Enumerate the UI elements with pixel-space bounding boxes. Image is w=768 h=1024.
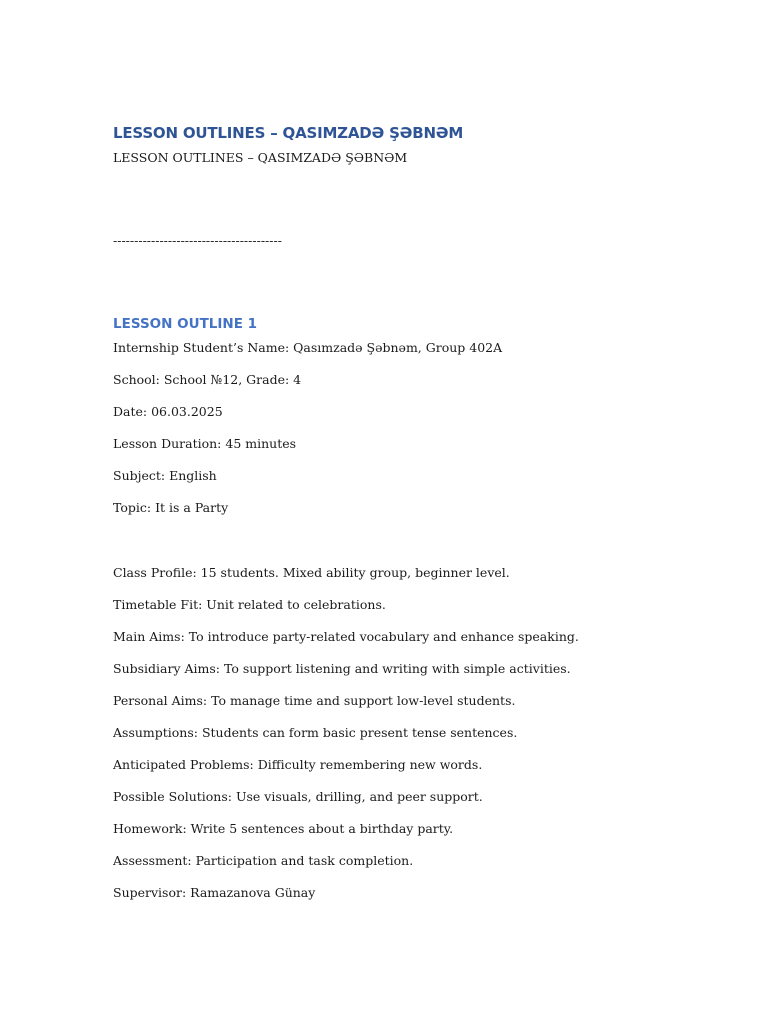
document-title: LESSON OUTLINES – QASIMZADƏ ŞƏBNƏM	[113, 124, 464, 142]
supervisor-line: Supervisor: Ramazanova Günay	[113, 885, 316, 900]
topic-line: Topic: It is a Party	[113, 500, 229, 515]
subsidiary-aims-line: Subsidiary Aims: To support listening and writing with simple activities.	[113, 661, 571, 676]
possible-solutions-line: Possible Solutions: Use visuals, drilling, and peer support.	[113, 789, 483, 804]
anticipated-problems-line: Anticipated Problems: Difficulty remembering new words.	[113, 757, 483, 772]
document-subtitle: LESSON OUTLINES – QASIMZADƏ ŞƏBNƏM	[113, 150, 408, 165]
personal-aims-line: Personal Aims: To manage time and support low-level students.	[113, 693, 516, 708]
assessment-line: Assessment: Participation and task completion.	[113, 853, 414, 868]
main-aims-line: Main Aims: To introduce party-related vocabulary and enhance speaking.	[113, 629, 579, 644]
separator-line: ----------------------------------------	[113, 233, 282, 248]
assumptions-line: Assumptions: Students can form basic present tense sentences.	[113, 725, 518, 740]
subject-line: Subject: English	[113, 468, 217, 483]
duration-line: Lesson Duration: 45 minutes	[113, 436, 297, 451]
class-profile-line: Class Profile: 15 students. Mixed ability group, beginner level.	[113, 565, 510, 580]
timetable-fit-line: Timetable Fit: Unit related to celebrations.	[113, 597, 386, 612]
section-heading: LESSON OUTLINE 1	[113, 316, 258, 332]
school-line: School: School №12, Grade: 4	[113, 372, 302, 387]
homework-line: Homework: Write 5 sentences about a birthday party.	[113, 821, 454, 836]
student-name-line: Internship Student’s Name: Qasımzadə Şəbnəm, Group 402A	[113, 340, 503, 355]
date-line: Date: 06.03.2025	[113, 404, 223, 419]
